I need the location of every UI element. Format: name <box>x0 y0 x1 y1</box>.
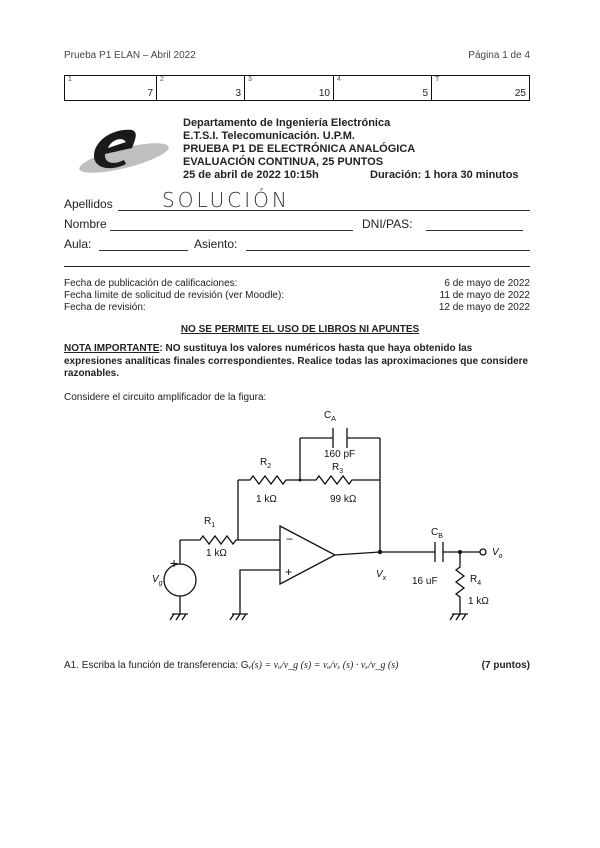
r4-label: $R_4$ <box>470 574 482 587</box>
date-row: Fecha de publicación de calificaciones: 6 de mayo de 2022 <box>64 278 530 289</box>
circuit-intro: Considere el circuito amplificador de la figura: <box>64 392 267 403</box>
important-note: NOTA IMPORTANTE: NO sustituya los valores numéricos hasta que haya obtenido las expresiones analíticas finales correspondientes. Realice todas las aproximaciones que considere razonables. <box>64 343 529 379</box>
section-divider <box>64 266 530 267</box>
institution-logo <box>74 118 174 180</box>
cb-value: 16 uF <box>412 576 438 587</box>
score-cell: 2 3 <box>157 76 245 101</box>
exam-title: PRUEBA P1 DE ELECTRÓNICA ANALÓGICA <box>183 143 416 155</box>
ca-value: 160 pF <box>324 449 356 460</box>
ca-label: $C_A$ <box>324 410 336 423</box>
r2-value: 1 kΩ <box>256 494 277 505</box>
r3-label: $R_3$ <box>332 462 344 475</box>
source-plus: + <box>170 555 179 571</box>
exam-date: 25 de abril de 2022 10:15h <box>183 169 319 181</box>
apellidos-handwritten: SOLUCIÓN <box>162 188 290 212</box>
date-row: Fecha de revisión: 12 de mayo de 2022 <box>64 302 530 313</box>
r3-value: 99 kΩ <box>330 494 357 505</box>
exam-duration: Duración: 1 hora 30 minutos <box>370 169 519 181</box>
nombre-label: Nombre <box>64 217 107 231</box>
question-a1: A1. Escriba la función de transferencia: Gᵥ(s) = vₒ/v_g (s) = vₒ/vₓ (s) · vₓ/v_g (s) <box>64 660 399 671</box>
score-cell-total: T 25 <box>432 76 530 101</box>
vg-label: $V_g$ <box>152 574 163 587</box>
exam-subtitle: EVALUACIÓN CONTINUA, 25 PUNTOS <box>183 156 384 168</box>
cb-label: $C_B$ <box>431 527 443 540</box>
aula-label: Aula: <box>64 237 92 251</box>
vx-label: $V_x$ <box>376 569 387 582</box>
r1-value: 1 kΩ <box>206 548 227 559</box>
dni-line[interactable] <box>426 230 523 231</box>
r4-value: 1 kΩ <box>468 596 489 607</box>
asiento-line[interactable] <box>246 250 530 251</box>
aula-line[interactable] <box>99 250 188 251</box>
asiento-label: Asiento: <box>194 237 238 251</box>
date-row: Fecha límite de solicitud de revisión (ver Moodle): 11 de mayo de 2022 <box>64 290 530 301</box>
department-name: Departamento de Ingeniería Electrónica <box>183 117 391 129</box>
apellidos-label: Apellidos <box>64 197 113 211</box>
r2-label: $R_2$ <box>260 457 272 470</box>
score-cell: 3 10 <box>245 76 334 101</box>
amplifier-circuit-diagram <box>150 402 530 632</box>
r1-label: $R_1$ <box>204 516 216 529</box>
nombre-line[interactable] <box>110 230 353 231</box>
score-cell: 4 5 <box>334 76 432 101</box>
school-name: E.T.S.I. Telecomunicación. U.P.M. <box>183 130 355 142</box>
page-header-left: Prueba P1 ELAN – Abril 2022 <box>64 50 196 61</box>
score-cell: 1 7 <box>65 76 157 101</box>
dni-label: DNI/PAS: <box>362 217 413 231</box>
opamp-plus: + <box>285 565 293 579</box>
question-points: (7 puntos) <box>481 660 530 671</box>
vo-label: $V_o$ <box>492 547 503 560</box>
score-table <box>64 75 530 101</box>
opamp-minus: − <box>286 532 294 546</box>
page-number: Página 1 de 4 <box>468 50 530 61</box>
no-books-notice: NO SE PERMITE EL USO DE LIBROS NI APUNTES <box>180 324 420 335</box>
